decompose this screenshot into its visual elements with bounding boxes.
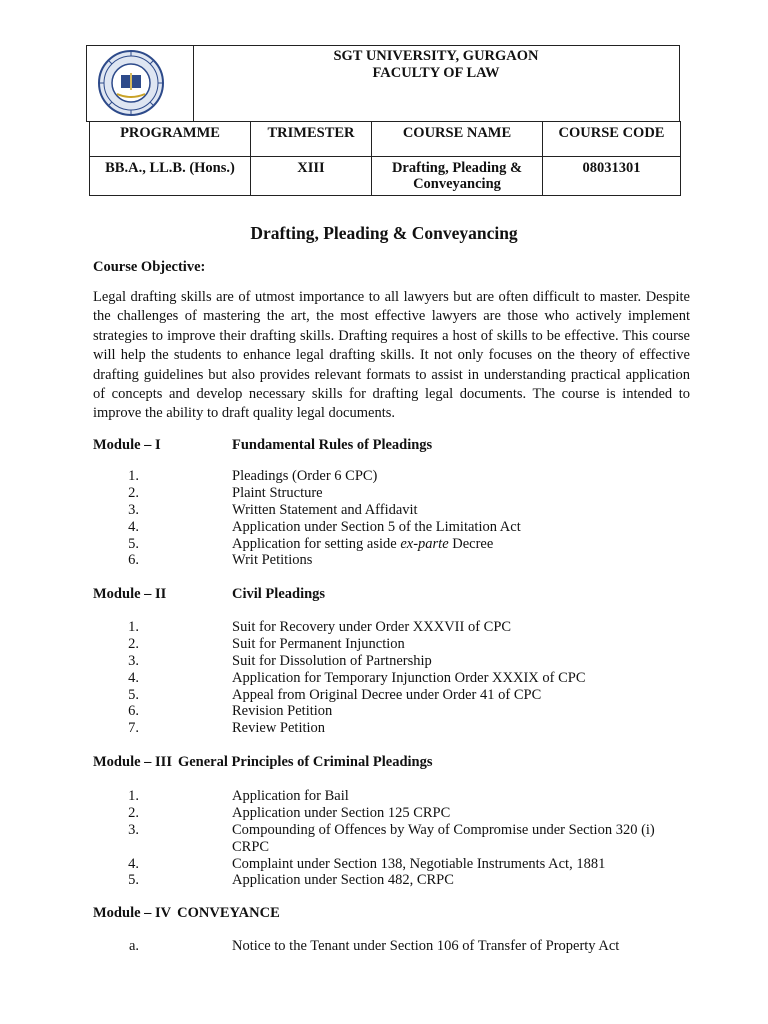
objective-text: Legal drafting skills are of utmost importance to all lawyers but are often difficult to master. Despite the challenges of mastering the art, the most effective lawyers are those who actively implement strategies to improve their drafting skills. Drafting requires a host of skills to be effective. This course will help the students to enhance legal drafting skills. It not only focuses on the theory of effective drafting guidelines but also provides relevant formats to assist in understanding practical application of concepts and develop necessary skills for drafting legal documents. The course is intended to improve the ability to draft quality legal documents. <box>93 289 690 422</box>
university-heading <box>193 48 679 82</box>
module-3-heading <box>93 754 433 771</box>
faculty-name: FACULTY OF LAW <box>372 65 500 81</box>
cell-course-name: Drafting, Pleading & Conveyancing <box>372 157 543 196</box>
module-4-heading <box>93 905 280 922</box>
course-table <box>89 121 681 196</box>
header-box <box>86 45 680 122</box>
module-title: Fundamental Rules of Pleadings <box>232 437 433 453</box>
university-seal-logo <box>87 46 193 121</box>
logo-cell <box>87 46 194 121</box>
module-title: CONVEYANCE <box>177 905 280 921</box>
module-label: Module – IV <box>93 905 172 921</box>
table-header-row <box>90 122 681 157</box>
header-course-name: COURSE NAME <box>372 122 543 157</box>
module-title: General Principles of Criminal Pleadings <box>177 754 433 770</box>
module-label: Module – I <box>93 437 161 453</box>
cell-programme: BB.A., LL.B. (Hons.) <box>90 157 251 196</box>
table-row <box>90 157 681 196</box>
module-1-heading <box>93 437 432 454</box>
objective-label: Course Objective: <box>93 259 206 275</box>
header-course-code: COURSE CODE <box>543 122 681 157</box>
header-trimester: TRIMESTER <box>251 122 372 157</box>
module-2-heading <box>93 586 325 603</box>
university-name: SGT UNIVERSITY, GURGAON <box>333 48 539 64</box>
header-programme: PROGRAMME <box>90 122 251 157</box>
cell-course-code: 08031301 <box>543 157 681 196</box>
module-title: Civil Pleadings <box>232 586 326 602</box>
module-label: Module – II <box>93 586 167 602</box>
cell-trimester: XIII <box>251 157 372 196</box>
module-label: Module – III <box>93 754 172 770</box>
document-title: Drafting, Pleading & Conveyancing <box>250 223 518 243</box>
